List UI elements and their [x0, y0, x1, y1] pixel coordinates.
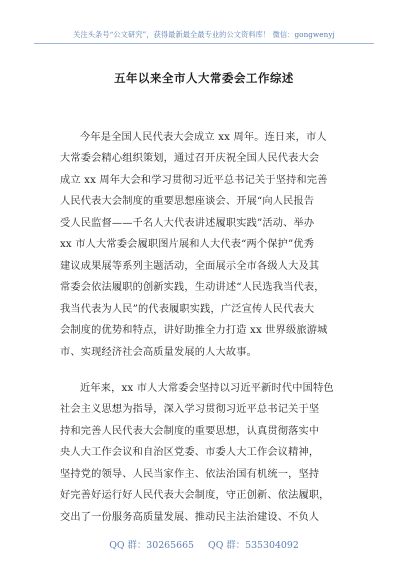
paragraph-line: 交出了一份服务高质量发展、推动民主法治建设、不负人 — [60, 511, 320, 523]
footer-qq-groups — [0, 537, 408, 551]
qq-group-2: QQ 群：535304092 — [208, 540, 299, 551]
paragraph-line: 受人民监督——千名人大代表讲述履职实践”活动、举办 — [60, 217, 315, 229]
paragraph-line: 人民代表大会制度的重要思想座谈会、开展“向人民报告 — [60, 196, 315, 208]
paragraph-line: 常委会依法履职的创新实践，生动讲述“人民选我当代表， — [60, 282, 325, 294]
paragraph-line: 建议成果展等系列主题活动，全面展示全市各级人大及其 — [60, 260, 320, 272]
paragraph-line: 社会主义思想为指导，深入学习贯彻习近平总书记关于坚 — [60, 404, 320, 416]
document-title: 五年以来全市人大常委会工作综述 — [114, 71, 294, 85]
paragraph-line: 大常委会精心组织策划，通过召开庆祝全国人民代表大会 — [60, 153, 320, 165]
paragraph-line: 近年来，xx 市人大常委会坚持以习近平新时代中国特色 — [80, 382, 334, 394]
paragraph-line: 坚持党的领导、人民当家作主、依法治国有机统一，坚持 — [60, 468, 320, 480]
header-note: 关注头条号“公文研究”，获得最新最全最专业的公文资料库！ 微信：gongwenyj — [73, 30, 335, 39]
paragraph-line: 今年是全国人民代表大会成立 xx 周年。连日来，市人 — [80, 132, 327, 143]
paragraph-line: 成立 xx 周年大会和学习贯彻习近平总书记关于坚持和完善 — [60, 174, 328, 186]
paragraph-2 — [60, 378, 360, 528]
paragraph-line: 好完善好运行好人民代表大会制度，守正创新、依法履职， — [60, 490, 330, 502]
paragraph-line: 我当代表为人民”的代表履职实践，广泛宣传人民代表大 — [60, 303, 315, 315]
paragraph-line: 会制度的优势和特点，讲好助推全力打造 xx 世界级旅游城 — [60, 325, 328, 337]
document-body — [60, 127, 360, 528]
paragraph-line: xx 市人大常委会履职图片展和人大代表“两个保护”优秀 — [60, 239, 315, 251]
qq-group-1: QQ 群：30265665 — [109, 540, 195, 551]
header-divider — [34, 43, 374, 44]
paragraph-line: 市、实现经济社会高质量发展的人大故事。 — [60, 346, 257, 358]
paragraph-line: 央人大工作会议和自治区党委、市委人大工作会议精神， — [60, 447, 320, 459]
paragraph-line: 持和完善人民代表大会制度的重要思想，认真贯彻落实中 — [60, 425, 320, 437]
paragraph-1 — [60, 127, 360, 363]
